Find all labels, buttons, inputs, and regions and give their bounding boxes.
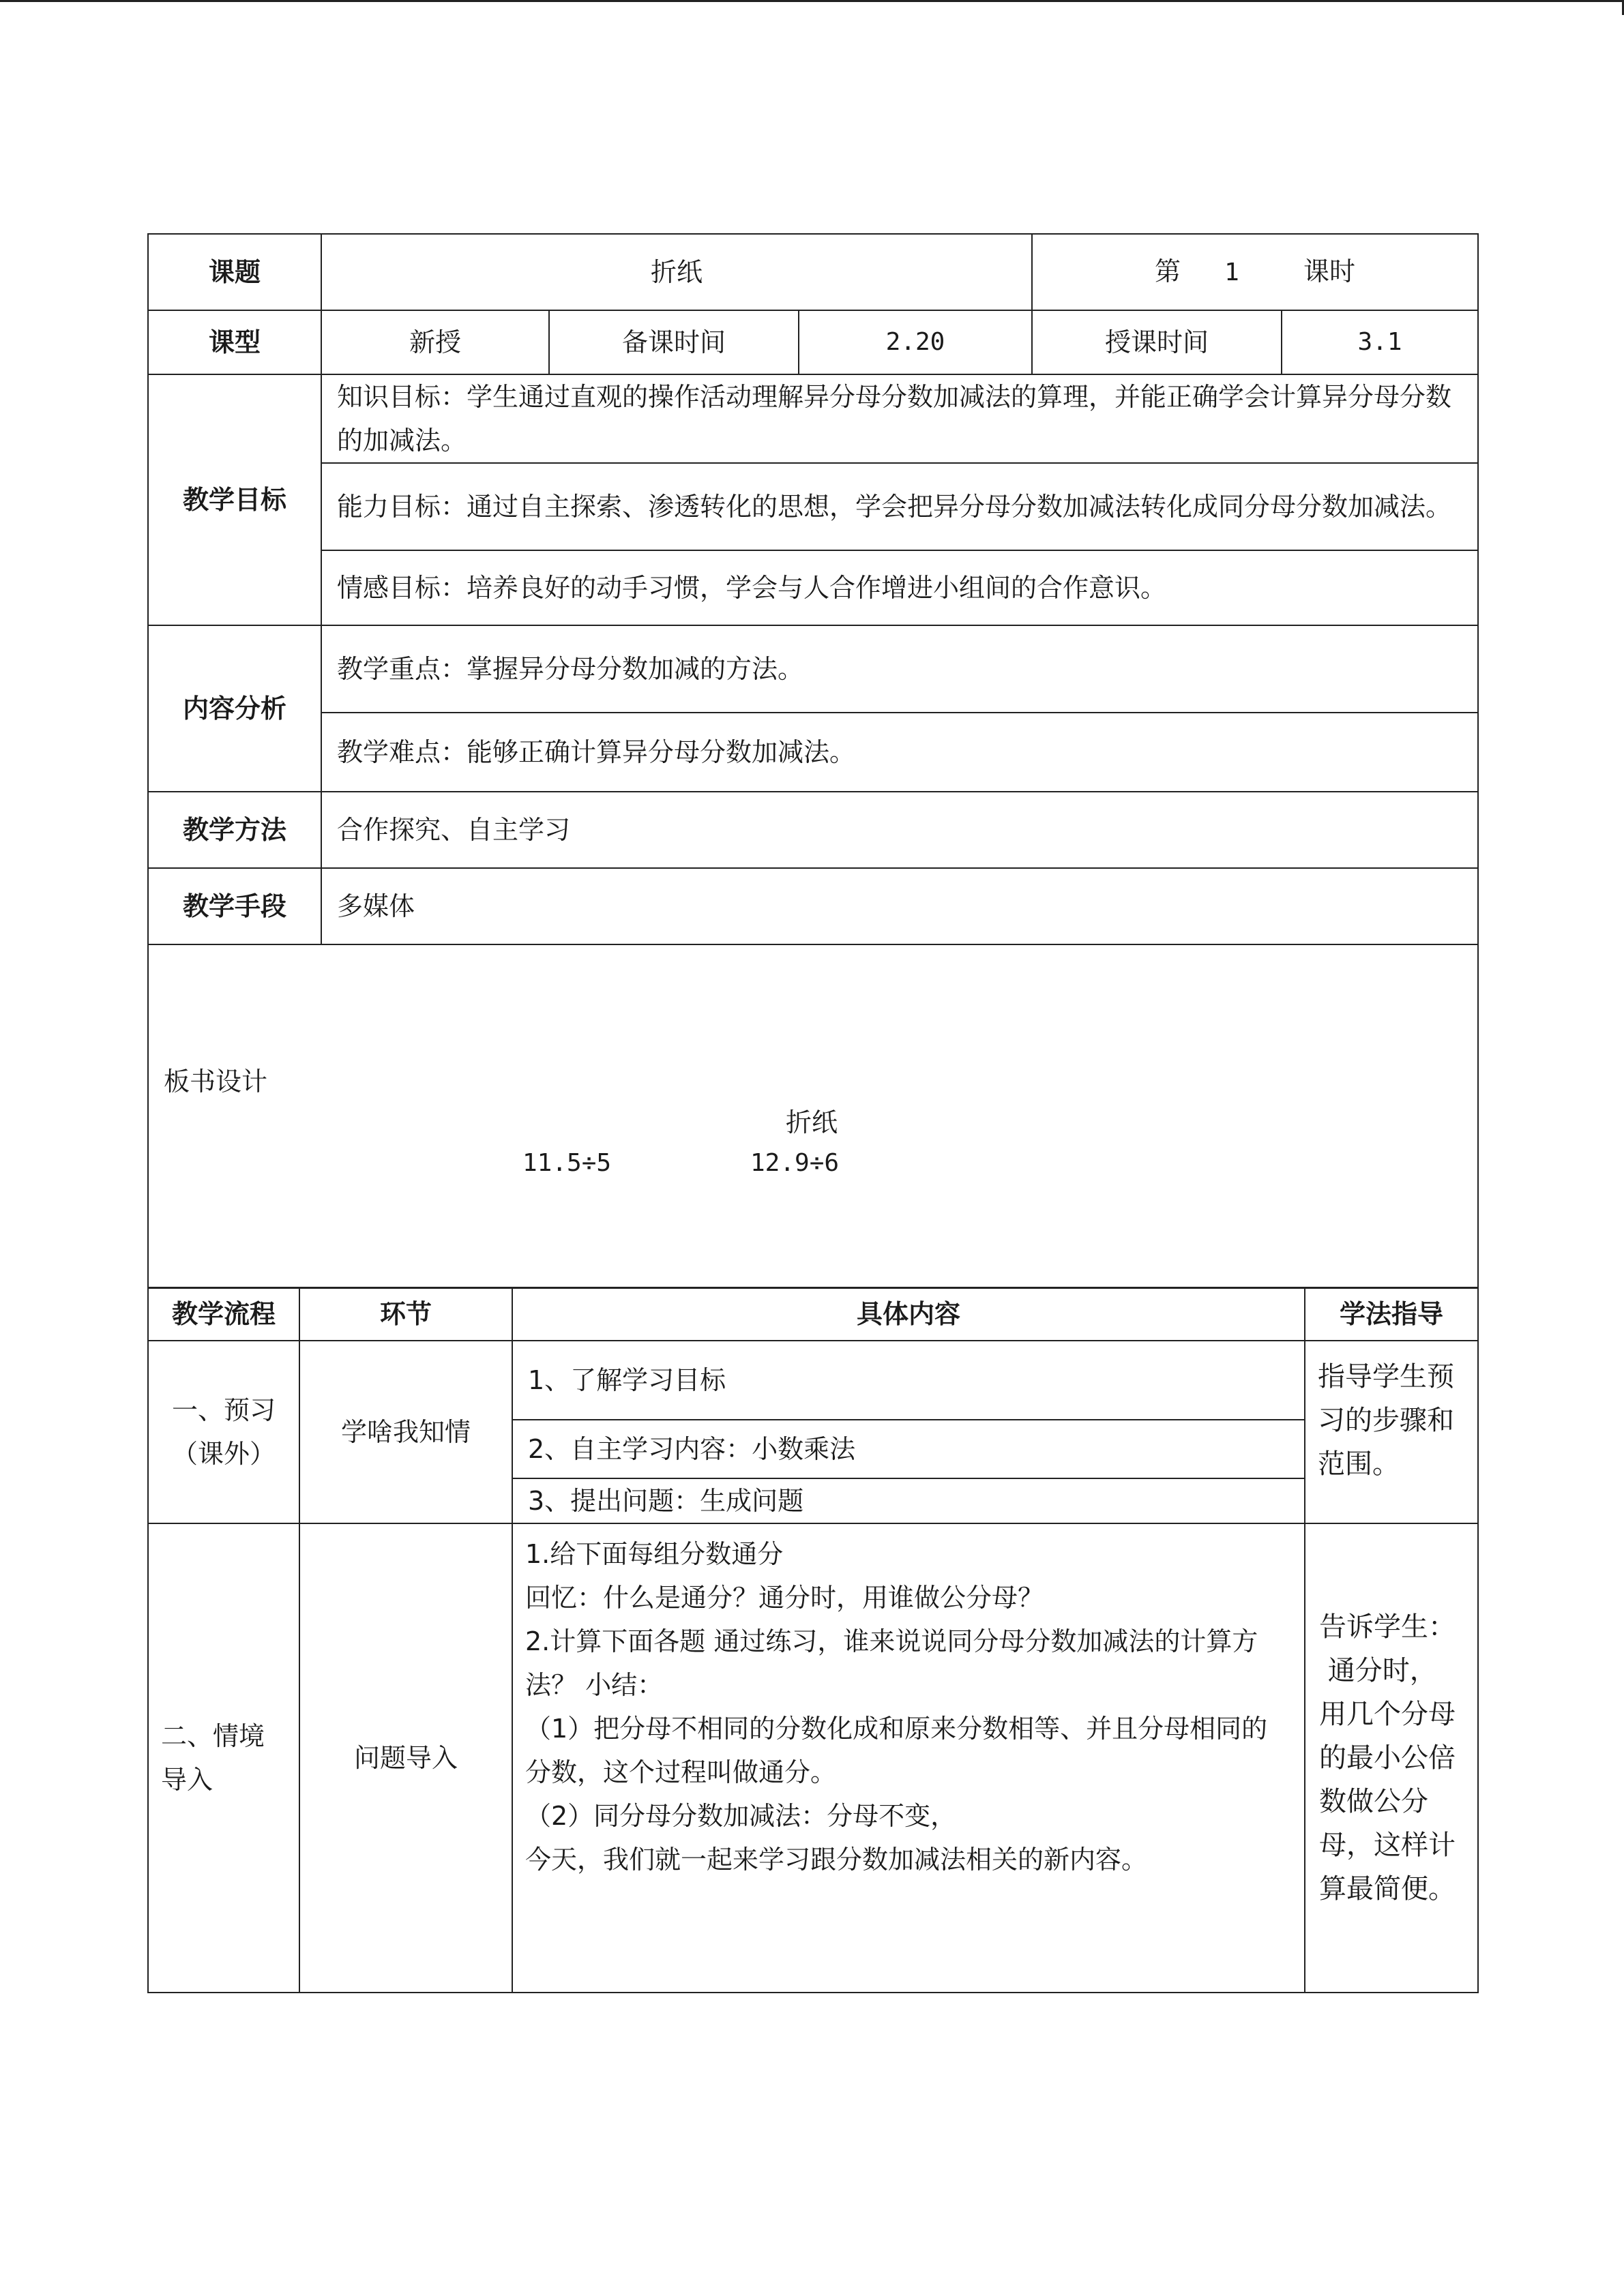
header-guide: 学法指导 (1305, 1287, 1478, 1341)
content-label: 内容分析 (148, 625, 321, 792)
board-equation-1: 11.5÷5 (522, 1149, 612, 1177)
objective-knowledge: 知识目标：学生通过直观的操作活动理解异分母分数加减法的算理，并能正确学会计算异分母分数的加减法。 (321, 374, 1478, 463)
difficulty: 教学难点：能够正确计算异分母分数加减法。 (321, 713, 1478, 792)
lesson-info-table (147, 233, 1479, 1289)
means-value: 多媒体 (321, 868, 1478, 944)
stage2-line-2: 回忆：什么是通分？通分时，用谁做公分母？ (525, 1583, 1044, 1613)
stage2-line-1: 1.给下面每组分数通分 (525, 1539, 784, 1569)
teach-time-label: 授课时间 (1032, 310, 1282, 374)
period-prefix: 第 (1154, 256, 1181, 286)
key-point: 教学重点：掌握异分母分数加减的方法。 (321, 625, 1478, 713)
board-title: 折纸 (786, 1107, 838, 1137)
method-label: 教学方法 (148, 792, 321, 868)
stage1-item-3: 3、提出问题：生成问题 (512, 1478, 1305, 1523)
stage2-line-4: （1）把分母不相同的分数化成和原来分数相等、并且分母相同的分数，这个过程叫做通分。 (525, 1714, 1268, 1787)
board-design (148, 944, 1478, 1288)
stage2-guide: 告诉学生： 通分时，用几个分母的最小公倍数做公分母，这样计算最简便。 (1305, 1523, 1478, 1993)
objective-ability: 能力目标：通过自主探索、渗透转化的思想，学会把异分母分数加减法转化成同分母分数加减法。 (321, 463, 1478, 550)
teach-time-value: 3.1 (1282, 310, 1478, 374)
type-label: 课型 (148, 310, 321, 374)
board-label: 板书设计 (164, 1067, 268, 1097)
header-content: 具体内容 (512, 1287, 1305, 1341)
stage2-line-5: （2）同分母分数加减法：分母不变， (525, 1801, 957, 1831)
stage1-item-2: 2、自主学习内容：小数乘法 (512, 1420, 1305, 1478)
page-top-rule (0, 0, 1624, 2)
stage1-guide: 指导学生预习的步骤和范围。 (1305, 1341, 1478, 1523)
prep-time-label: 备课时间 (549, 310, 799, 374)
stage1-link: 学啥我知情 (299, 1341, 512, 1523)
type-value: 新授 (321, 310, 549, 374)
period-number: 1 (1224, 258, 1239, 286)
prep-time-value: 2.20 (799, 310, 1032, 374)
stage2-content (512, 1523, 1305, 1993)
stage1-item-1: 1、了解学习目标 (512, 1341, 1305, 1420)
method-value: 合作探究、自主学习 (321, 792, 1478, 868)
objective-emotion: 情感目标：培养良好的动手习惯，学会与人合作增进小组间的合作意识。 (321, 550, 1478, 625)
stage2-name: 二、情境导入 (148, 1523, 299, 1993)
stage1-name: 一、预习（课外） (148, 1341, 299, 1523)
stage2-line-3: 2.计算下面各题 通过练习，谁来说说同分母分数加减法的计算方法？ 小结： (525, 1626, 1258, 1700)
stage2-link: 问题导入 (299, 1523, 512, 1993)
header-process: 教学流程 (148, 1287, 299, 1341)
header-link: 环节 (299, 1287, 512, 1341)
means-label: 教学手段 (148, 868, 321, 944)
period-cell (1032, 234, 1478, 310)
teaching-process-table (147, 1287, 1479, 1993)
topic-label: 课题 (148, 234, 321, 310)
period-suffix: 课时 (1303, 256, 1356, 286)
stage2-line-6: 今天，我们就一起来学习跟分数加减法相关的新内容。 (525, 1845, 1148, 1875)
topic-value: 折纸 (321, 234, 1032, 310)
board-equation-2: 12.9÷6 (750, 1149, 840, 1177)
objectives-label: 教学目标 (148, 374, 321, 625)
